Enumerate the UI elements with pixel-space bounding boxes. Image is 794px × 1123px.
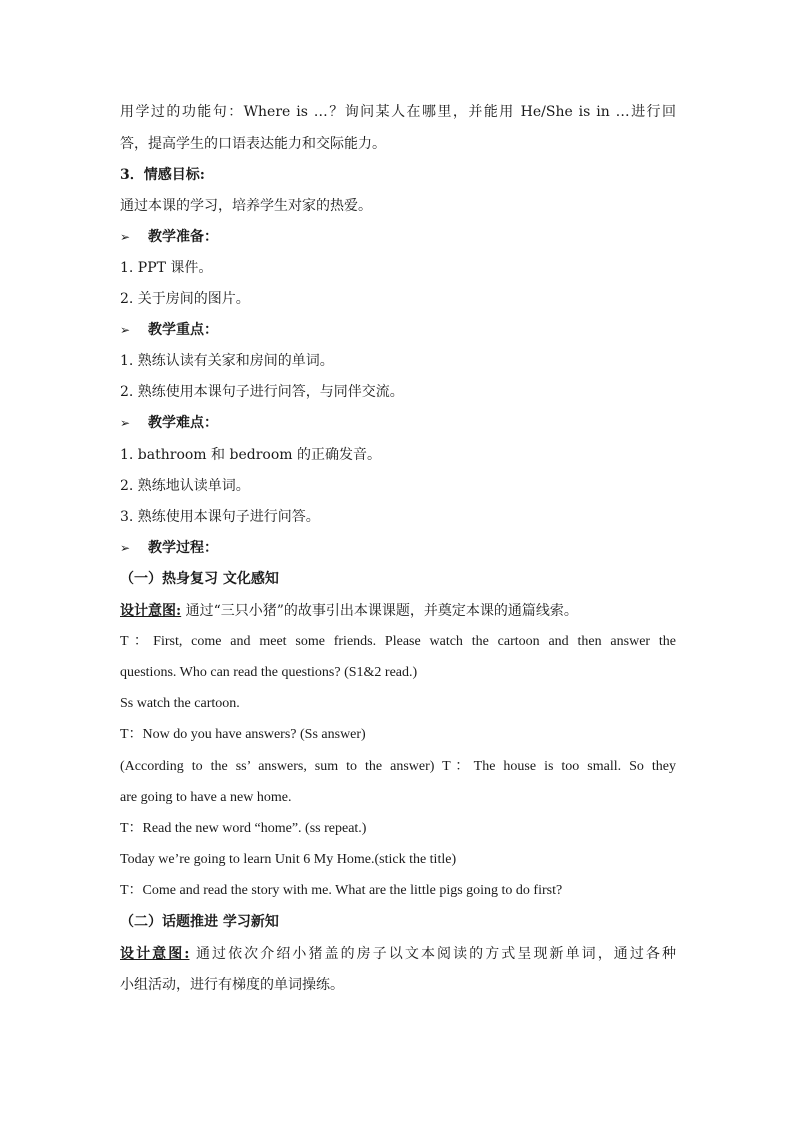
dialogue-line: T：First, come and meet some friends. Please watch the cartoon and then answer the [120,634,676,649]
paragraph-line: 答，提高学生的口语表达能力和交际能力。 [120,136,386,152]
dialogue-line: questions. Who can read the questions? (S1&2 read.) [120,665,418,680]
list-item: 2. 熟练使用本课句子进行问答，与同伴交流。 [120,384,404,400]
paragraph-line: 小组活动，进行有梯度的单词操练。 [120,977,344,993]
list-item: 1. PPT 课件。 [120,260,213,276]
design-label: 设计意图: [120,603,182,619]
dialogue-line: (According to the ss’ answers, sum to the answer) T：The house is too small. So they [120,759,676,774]
heading-teaching-process: ➢ 教学过程： [120,540,218,556]
arrow-bullet-icon: ➢ [120,541,131,555]
dialogue-line: T：Come and read the story with me. What are the little pigs going to do first? [120,883,563,898]
design-label: 设计意图: [120,946,190,962]
arrow-bullet-icon: ➢ [120,323,131,337]
dialogue-line: Today we’re going to learn Unit 6 My Home.(stick the title) [120,852,457,867]
list-item: 2. 熟练地认读单词。 [120,478,250,494]
heading-affective-goals: 3．情感目标: [120,167,205,183]
list-item: 2. 关于房间的图片。 [120,291,250,307]
dialogue-line: are going to have a new home. [120,790,292,805]
arrow-bullet-icon: ➢ [120,416,131,430]
section-heading-2: （二）话题推进 学习新知 [120,914,279,930]
list-item: 1. bathroom 和 bedroom 的正确发音。 [120,447,381,463]
list-item: 3. 熟练使用本课句子进行问答。 [120,509,320,525]
heading-difficult-points: ➢ 教学难点： [120,415,218,431]
section-heading-1: （一）热身复习 文化感知 [120,571,279,587]
design-intent-1: 设计意图: 通过“三只小猪”的故事引出本课课题，并奠定本课的通篇线索。 [120,603,578,619]
dialogue-line: Ss watch the cartoon. [120,696,240,711]
dialogue-line: T：Now do you have answers? (Ss answer) [120,727,366,742]
paragraph-line: 通过本课的学习，培养学生对家的热爱。 [120,198,372,214]
list-item: 1. 熟练认读有关家和房间的单词。 [120,353,334,369]
arrow-bullet-icon: ➢ [120,230,131,244]
paragraph-line: 用学过的功能句：Where is …？询问某人在哪里，并能用 He/She is in …进行回 [120,104,676,120]
design-intent-2: 设计意图: 通过依次介绍小猪盖的房子以文本阅读的方式呈现新单词，通过各种 [120,946,676,962]
heading-key-points: ➢ 教学重点： [120,322,218,338]
heading-teaching-prep: ➢ 教学准备： [120,229,218,245]
dialogue-line: T：Read the new word “home”. (ss repeat.) [120,821,367,836]
